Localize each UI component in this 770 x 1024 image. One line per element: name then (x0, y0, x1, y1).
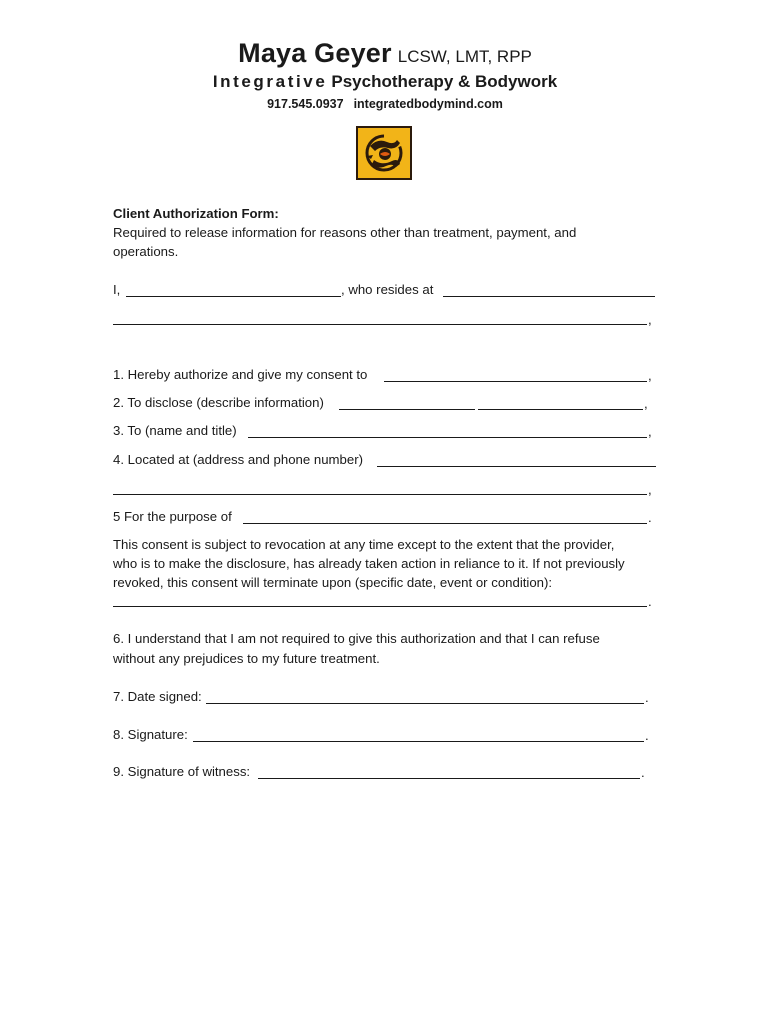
practitioner-name: Maya Geyer (238, 38, 392, 68)
period: . (648, 510, 652, 525)
item-7-label: 7. Date signed: (113, 689, 202, 704)
client-address-field-2[interactable] (113, 324, 647, 325)
consent-line-3: revoked, this consent will terminate upon (specific date, event or condition): (113, 575, 553, 590)
credentials: LCSW, LMT, RPP (397, 47, 532, 66)
contact-line (0, 97, 770, 111)
practice-subtitle (0, 72, 770, 92)
item-5-label: 5 For the purpose of (113, 509, 232, 524)
period: . (645, 728, 649, 743)
subtitle-rest: Psychotherapy & Bodywork (331, 72, 558, 91)
item-3-label: 3. To (name and title) (113, 423, 237, 438)
consent-line-1: This consent is subject to revocation at any time except to the extent that the provider, (113, 537, 615, 552)
disclose-info-field[interactable] (339, 409, 475, 410)
consent-to-field[interactable] (384, 381, 647, 382)
item-1-label: 1. Hereby authorize and give my consent to (113, 367, 368, 382)
period: . (641, 765, 645, 780)
period: . (645, 690, 649, 705)
practitioner-header (0, 38, 770, 69)
disclose-info-field-2[interactable] (478, 409, 643, 410)
period: . (648, 594, 652, 609)
form-title: Client Authorization Form: (113, 206, 279, 221)
website[interactable]: integratedbodymind.com (353, 97, 503, 111)
consent-line-2: who is to make the disclosure, has already taken action in reliance to it. If not previously (113, 556, 625, 571)
comma: , (648, 312, 652, 327)
intro-line-1: Required to release information for reasons other than treatment, payment, and (113, 225, 577, 240)
item-9-label: 9. Signature of witness: (113, 764, 251, 779)
item-2-label: 2. To disclose (describe information) (113, 395, 324, 410)
date-signed-field[interactable] (206, 703, 644, 704)
item-6-line-1: 6. I understand that I am not required to give this authorization and that I can refuse (113, 631, 600, 646)
intro-line-2: operations. (113, 244, 179, 259)
recipient-address-field[interactable] (377, 466, 656, 467)
termination-condition-field[interactable] (113, 606, 647, 607)
comma: , (644, 396, 648, 411)
recipient-address-field-2[interactable] (113, 494, 647, 495)
i-label: I, (113, 282, 121, 297)
client-name-field[interactable] (126, 296, 341, 297)
recipient-name-field[interactable] (248, 437, 647, 438)
item-8-label: 8. Signature: (113, 727, 188, 742)
client-address-field[interactable] (443, 296, 655, 297)
item-6-line-2: without any prejudices to my future treatment. (113, 651, 380, 666)
comma: , (648, 368, 652, 383)
signature-field[interactable] (193, 741, 644, 742)
practice-logo-icon (356, 126, 412, 180)
comma: , (648, 424, 652, 439)
item-4-label: 4. Located at (address and phone number) (113, 452, 363, 467)
resides-label: , who resides at (341, 282, 434, 297)
witness-signature-field[interactable] (258, 778, 640, 779)
comma: , (648, 482, 652, 497)
subtitle-spaced: Integrative (212, 72, 328, 91)
purpose-field[interactable] (243, 523, 647, 524)
phone-number: 917.545.0937 (267, 97, 344, 111)
